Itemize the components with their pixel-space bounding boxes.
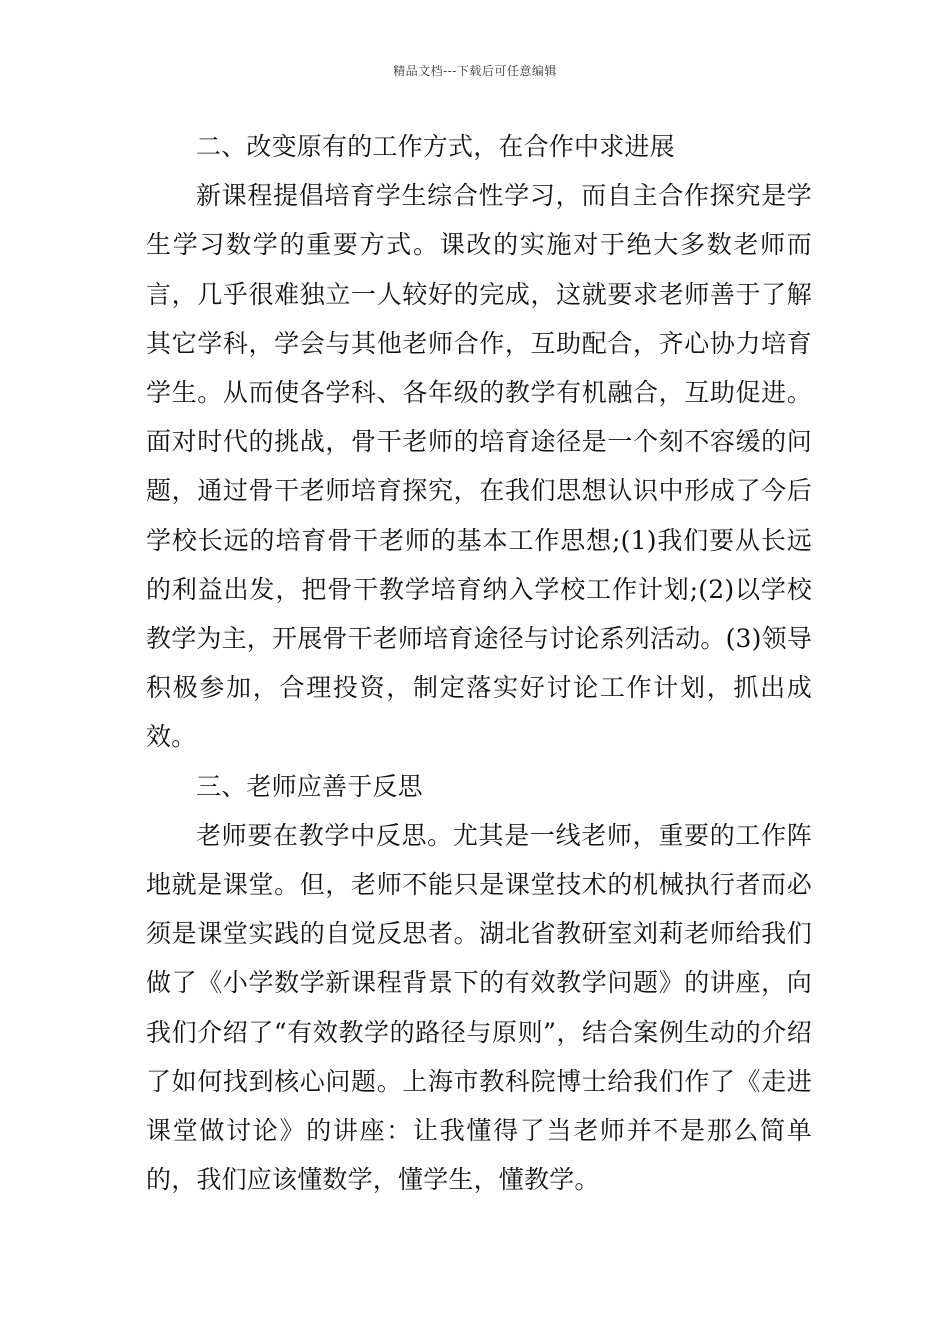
page-header: 精品文档---下载后可任意编辑 <box>393 64 557 78</box>
section-heading-2: 二、改变原有的工作方式，在合作中求进展 <box>196 132 675 161</box>
section-heading-3: 三、老师应善于反思 <box>196 771 423 801</box>
paragraph-reflection: 老师要在教学中反思。尤其是一线老师，重要的工作阵地就是课堂。但，老师不能只是课堂技术的机械执行者而必须是课堂实践的自觉反思者。湖北省教研室刘莉老师给我们做了《小学数学新课程背景下的有效教学问题》的讲座，向我们介绍了“有效教学的路径与原则”，结合案例生动的介绍了如何找到核心问题。上海市教科院博士给我们作了《走进课堂做讨论》的讲座：让我懂得了当老师并不是那么简单的，我们应该懂数学，懂学生，懂教学。 <box>146 820 812 1195</box>
document-body <box>146 122 812 1204</box>
paragraph-collaboration: 新课程提倡培育学生综合性学习，而自主合作探究是学生学习数学的重要方式。课改的实施对于绝大多数老师而言，几乎很难独立一人较好的完成，这就要求老师善于了解其它学科，学会与其他老师合作，互助配合，齐心协力培育学生。从而使各学科、各年级的教学有机融合，互助促进。面对时代的挑战，骨干老师的培育途径是一个刻不容缓的问题，通过骨干老师培育探究，在我们思想认识中形成了今后学校长远的培育骨干老师的基本工作思想;(1)我们要从长远的利益出发，把骨干教学培育纳入学校工作计划;(2)以学校教学为主，开展骨干老师培育途径与讨论系列活动。(3)领导积极参加，合理投资，制定落实好讨论工作计划，抓出成效。 <box>146 181 813 752</box>
